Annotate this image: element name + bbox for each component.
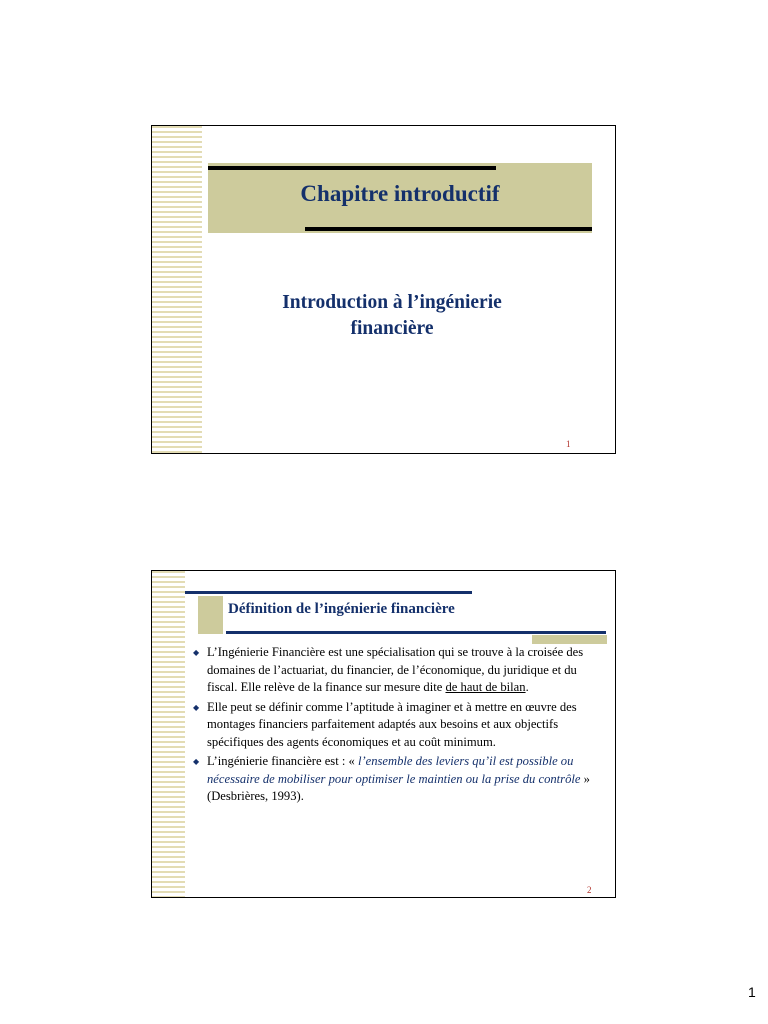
slide-1-decor-stripes [152,126,202,453]
slide-1-subtitle-line-1: Introduction à l’ingénierie [282,292,502,313]
slide-2 [151,570,616,898]
diamond-bullet-icon: ◆ [193,757,200,766]
bullet-item [192,753,610,806]
slide-1-title: Chapitre introductif [300,181,500,206]
slide-2-decor-stripes [152,571,185,897]
bullet-text: L’ingénierie financière est : « [207,754,358,768]
slide-2-bottom-bar [226,631,606,634]
slide-2-bullet-list [192,644,610,808]
slide-1-number: 1 [566,439,571,449]
bullet-text: Elle peut se définir comme l’aptitude à imaginer et à mettre en œuvre des montages financiers parfaitement adaptés aux besoins et aux objectifs spécifiques des agents économiques et au coût minimum. [207,699,577,749]
bullet-underlined-term: de haut de bilan [445,680,526,694]
slide-2-number: 2 [587,885,592,895]
bullet-item [192,644,610,697]
page-number: 1 [748,984,756,1000]
slide-2-accent-rect [532,635,607,644]
bullet-text: L’Ingénierie Financière est une spécialisation qui se trouve à la croisée des domaines de l’actuariat, du financier, de l’économique, du juridique et du fiscal. Elle relève de la finance sur mesure dite [207,645,584,694]
slide-2-title: Définition de l’ingénierie financière [228,601,455,617]
slide-2-top-bar [185,591,472,594]
bullet-citation: » (Desbrières, 1993). [207,771,590,803]
diamond-bullet-icon: ◆ [193,702,200,712]
slide-2-title-square [198,596,223,634]
bullet-punct: . [525,680,529,694]
diamond-bullet-icon: ◆ [193,648,200,657]
bullet-quote: l’ensemble des leviers qu’il est possible ou nécessaire de mobiliser pour optimiser le maintien ou la prise du contrôle [207,754,581,786]
slide-1 [151,125,616,454]
slide-1-subtitle-line-2: financière [350,318,434,339]
slide-1-top-bar [208,166,496,170]
bullet-item [192,699,610,752]
slide-1-subtitle [212,290,572,342]
slide-1-bottom-bar [305,227,592,231]
